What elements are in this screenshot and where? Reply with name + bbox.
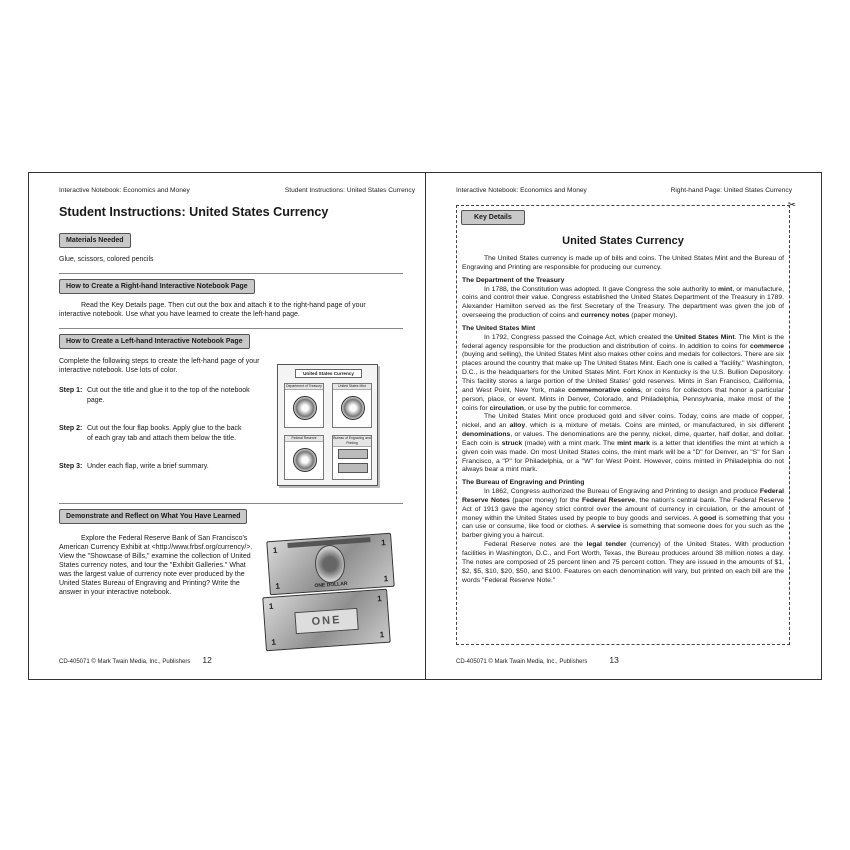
divider xyxy=(59,328,403,329)
reflect-text: Explore the Federal Reserve Bank of San Francisco's American Currency Exhibit at <http://www.frbsf.org/currency/>. View the "Showcase of Bills," examine the collection of United States currency notes, and tour the "Exhibit Galleries." What was the largest value of currency note ever produced by the United States Bureau of Engraving and Printing? Write the answer in your interactive notebook. xyxy=(59,535,253,596)
intro-paragraph: The United States currency is made up of bills and coins. The United States Mint and the Bureau of Engraving and Printing are responsible for producing our currency. xyxy=(462,255,784,271)
footer-code: CD-405071 © Mark Twain Media, Inc., Publishers xyxy=(59,659,191,665)
reflect-tab: Demonstrate and Reflect on What You Have Learned xyxy=(59,509,247,524)
key-details-box xyxy=(456,205,790,645)
running-header-left: Interactive Notebook: Economics and Money xyxy=(59,187,190,194)
divider xyxy=(59,273,403,274)
right-page xyxy=(426,173,822,679)
page-number: 12 xyxy=(202,655,212,665)
key-details-body xyxy=(462,255,784,585)
right-hand-text: Read the Key Details page. Then cut out the box and attach it to the right-hand page of your interactive notebook. Use what you have learned to create the left-hand page. xyxy=(59,302,366,318)
step-2: Step 2: Cut out the four flap books. Apply glue to the back of each gray tab and attach them below the title. xyxy=(59,425,242,442)
key-details-tab: Key Details xyxy=(461,210,525,225)
portrait-icon xyxy=(314,544,347,584)
key-details-title: United States Currency xyxy=(562,235,684,247)
page-title: Student Instructions: United States Currency xyxy=(59,205,329,219)
mint-paragraph-2: The United States Mint once produced gold and silver coins. Today, coins are made of copper, nickel, and an alloy, which is a mixture of metals. Coins are minted, or manufactured, in six different denominations, or values. The denominations are the penny, nickel, dime, quarter, half dollar, and dollar. Each coin is struck (made) with a mint mark. The mint mark is a letter that identifies the mint at which a given coin was made. On most United States coins, the mint mark will be a "D" for Denver, an "S" for San Francisco, a "P" for Philadelphia, or a "W" for West Point. However, coins minted in Philadelphia do not always bear a mint mark. xyxy=(462,413,784,474)
dollar-bill-back: 1 1 ONE 1 1 xyxy=(262,589,390,652)
step-label: Step 1: xyxy=(59,387,83,394)
footer xyxy=(59,655,212,665)
materials-text: Glue, scissors, colored pencils xyxy=(59,256,154,263)
section-heading: The Department of the Treasury xyxy=(462,276,565,284)
flap-treasury: Department of Treasury xyxy=(284,383,324,428)
flap-engraving: Bureau of Engraving and Printing xyxy=(332,435,372,480)
bill-icon xyxy=(338,463,368,473)
flap-mint: United States Mint xyxy=(332,383,372,428)
notebook-illustration xyxy=(277,364,378,486)
left-hand-intro: Complete the following steps to create the left-hand page of your interactive notebook. Use lots of color. xyxy=(59,358,260,374)
divider xyxy=(59,503,403,504)
running-header-right: Right-hand Page: United States Currency xyxy=(670,187,792,194)
section-heading: The United States Mint xyxy=(462,324,536,332)
step-label: Step 3: xyxy=(59,463,83,470)
page-number: 13 xyxy=(609,655,619,665)
book-spread xyxy=(28,172,822,680)
running-header-right: Student Instructions: United States Currency xyxy=(284,187,415,194)
flap-federal-reserve: Federal Reserve xyxy=(284,435,324,480)
left-page xyxy=(29,173,426,679)
left-hand-tab: How to Create a Left-hand Interactive Notebook Page xyxy=(59,334,250,349)
footer xyxy=(456,655,619,665)
step-3: Step 3: Under each flap, write a brief summary. xyxy=(59,463,209,470)
dollar-bill-front: 1 1 1 1 ONE DOLLAR xyxy=(266,533,394,596)
scissors-icon: ✂ xyxy=(787,200,796,211)
running-header-left: Interactive Notebook: Economics and Money xyxy=(456,187,587,194)
coin-icon xyxy=(341,396,365,420)
currency-illustration xyxy=(262,535,394,653)
step-label: Step 2: xyxy=(59,425,83,432)
footer-code: CD-405071 © Mark Twain Media, Inc., Publishers xyxy=(456,659,588,665)
bureau-paragraph-1: In 1862, Congress authorized the Bureau of Engraving and Printing to design and produce Federal Reserve Notes (paper money) for the Federal Reserve, the nation's central bank. The Federal Reserve Act of 1913 gave the agency strict control over the amount of currency in circulation, or the amount of money within the United States used by people to buy goods and services. A good is something that you can use or consume, like food or clothes. A service is something that someone does for you such as the barber giving you a haircut. xyxy=(462,488,784,540)
federal-reserve-seal-icon xyxy=(293,448,317,472)
bureau-paragraph-2: Federal Reserve notes are the legal tender (currency) of the United States. With production facilities in Washington, D.C., and Fort Worth, Texas, the Bureau produces around 38 million notes a day. The notes are composed of 25 percent linen and 75 percent cotton. They are issued in the amounts of $1, $2, $5, $10, $20, $50, and $100. Features on each denomination will vary, but printed on each bill are the words "Federal Reserve Note." xyxy=(462,541,784,584)
bill-icon xyxy=(338,449,368,459)
section-heading: The Bureau of Engraving and Printing xyxy=(462,479,585,487)
treasury-seal-icon xyxy=(293,396,317,420)
treasury-paragraph: In 1788, the Constitution was adopted. It gave Congress the sole authority to mint, or manufacture, coins and control their value. Congress established the United States Department of the Treasury in 1789. Alexander Hamilton served as the first Secretary of the Treasury. The department was given the job of overseeing the production of coins and currency notes (paper money). xyxy=(462,285,784,320)
materials-tab: Materials Needed xyxy=(59,233,131,248)
step-1: Step 1: Cut out the title and glue it to the top of the notebook page. xyxy=(59,387,250,404)
right-hand-tab: How to Create a Right-hand Interactive Notebook Page xyxy=(59,279,255,294)
mint-paragraph-1: In 1792, Congress passed the Coinage Act, which created the United States Mint. The Mint is the federal agency responsible for the production and distribution of coins. In addition to coins for commerce (buying and selling), the United States Mint also makes other coins and medals for collectors. There are six places around the country that make up The United States Mint. Each one is called a "facility." Washington, D.C., is the headquarters for the United States Mint. Fort Knox in Kentucky is the U.S. Bullion Depository. This facility stores a large portion of the United States' gold reserves. Mints in San Francisco, California, and West Point, New York, make commemorative coins, or coins for collectors that honor a particular person, place, or event. Mints in Denver, Colorado, and Philadelphia, Pennsylvania, make most of the coins for circulation, or use by the public for commerce. xyxy=(462,333,784,412)
illustration-title: United States Currency xyxy=(295,369,362,378)
